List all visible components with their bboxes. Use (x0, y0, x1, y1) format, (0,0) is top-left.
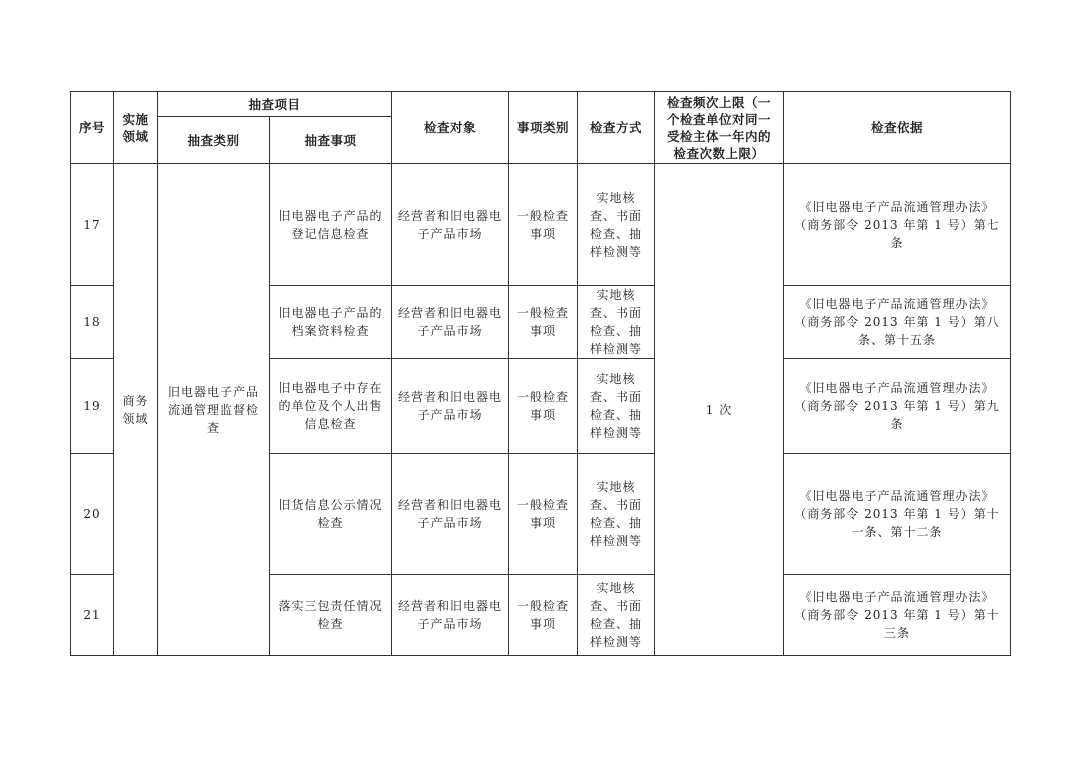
domain-cell: 商务领域 (114, 164, 158, 656)
row-item: 旧货信息公示情况检查 (270, 454, 392, 575)
row-object: 经营者和旧电器电子产品市场 (392, 286, 509, 359)
frequency-cell: 1 次 (655, 164, 784, 656)
row-object: 经营者和旧电器电子产品市场 (392, 359, 509, 454)
row-item: 旧电器电子中存在的单位及个人出售信息检查 (270, 359, 392, 454)
row-seq: 18 (71, 286, 114, 359)
table-row (71, 164, 1011, 286)
row-basis: 《旧电器电子产品流通管理办法》（商务部令 2013 年第 1 号）第十一条、第十二条 (784, 454, 1011, 575)
header-method: 检查方式 (578, 92, 655, 164)
row-basis: 《旧电器电子产品流通管理办法》（商务部令 2013 年第 1 号）第七条 (784, 164, 1011, 286)
header-project: 抽查项目 (158, 92, 392, 117)
category-cell: 旧电器电子产品流通管理监督检查 (158, 164, 270, 656)
header-domain: 实施领域 (114, 92, 158, 164)
row-item: 旧电器电子产品的档案资料检查 (270, 286, 392, 359)
row-type: 一般检查事项 (509, 359, 578, 454)
header-basis: 检查依据 (784, 92, 1011, 164)
row-basis: 《旧电器电子产品流通管理办法》（商务部令 2013 年第 1 号）第九条 (784, 359, 1011, 454)
header-object: 检查对象 (392, 92, 509, 164)
row-method: 实地核查、书面检查、抽样检测等 (578, 286, 655, 359)
row-object: 经营者和旧电器电子产品市场 (392, 164, 509, 286)
header-frequency: 检查频次上限（一个检查单位对同一受检主体一年内的检查次数上限） (655, 92, 784, 164)
row-method: 实地核查、书面检查、抽样检测等 (578, 359, 655, 454)
row-item: 旧电器电子产品的登记信息检查 (270, 164, 392, 286)
row-seq: 17 (71, 164, 114, 286)
row-seq: 19 (71, 359, 114, 454)
row-item: 落实三包责任情况检查 (270, 575, 392, 656)
header-category: 抽查类别 (158, 117, 270, 164)
row-type: 一般检查事项 (509, 454, 578, 575)
row-type: 一般检查事项 (509, 286, 578, 359)
row-basis: 《旧电器电子产品流通管理办法》（商务部令 2013 年第 1 号）第八条、第十五条 (784, 286, 1011, 359)
row-seq: 20 (71, 454, 114, 575)
header-item: 抽查事项 (270, 117, 392, 164)
row-basis: 《旧电器电子产品流通管理办法》（商务部令 2013 年第 1 号）第十三条 (784, 575, 1011, 656)
row-type: 一般检查事项 (509, 575, 578, 656)
header-seq: 序号 (71, 92, 114, 164)
row-object: 经营者和旧电器电子产品市场 (392, 575, 509, 656)
row-type: 一般检查事项 (509, 164, 578, 286)
row-seq: 21 (71, 575, 114, 656)
row-object: 经营者和旧电器电子产品市场 (392, 454, 509, 575)
inspection-table (70, 91, 1011, 656)
row-method: 实地核查、书面检查、抽样检测等 (578, 164, 655, 286)
header-type: 事项类别 (509, 92, 578, 164)
row-method: 实地核查、书面检查、抽样检测等 (578, 575, 655, 656)
row-method: 实地核查、书面检查、抽样检测等 (578, 454, 655, 575)
